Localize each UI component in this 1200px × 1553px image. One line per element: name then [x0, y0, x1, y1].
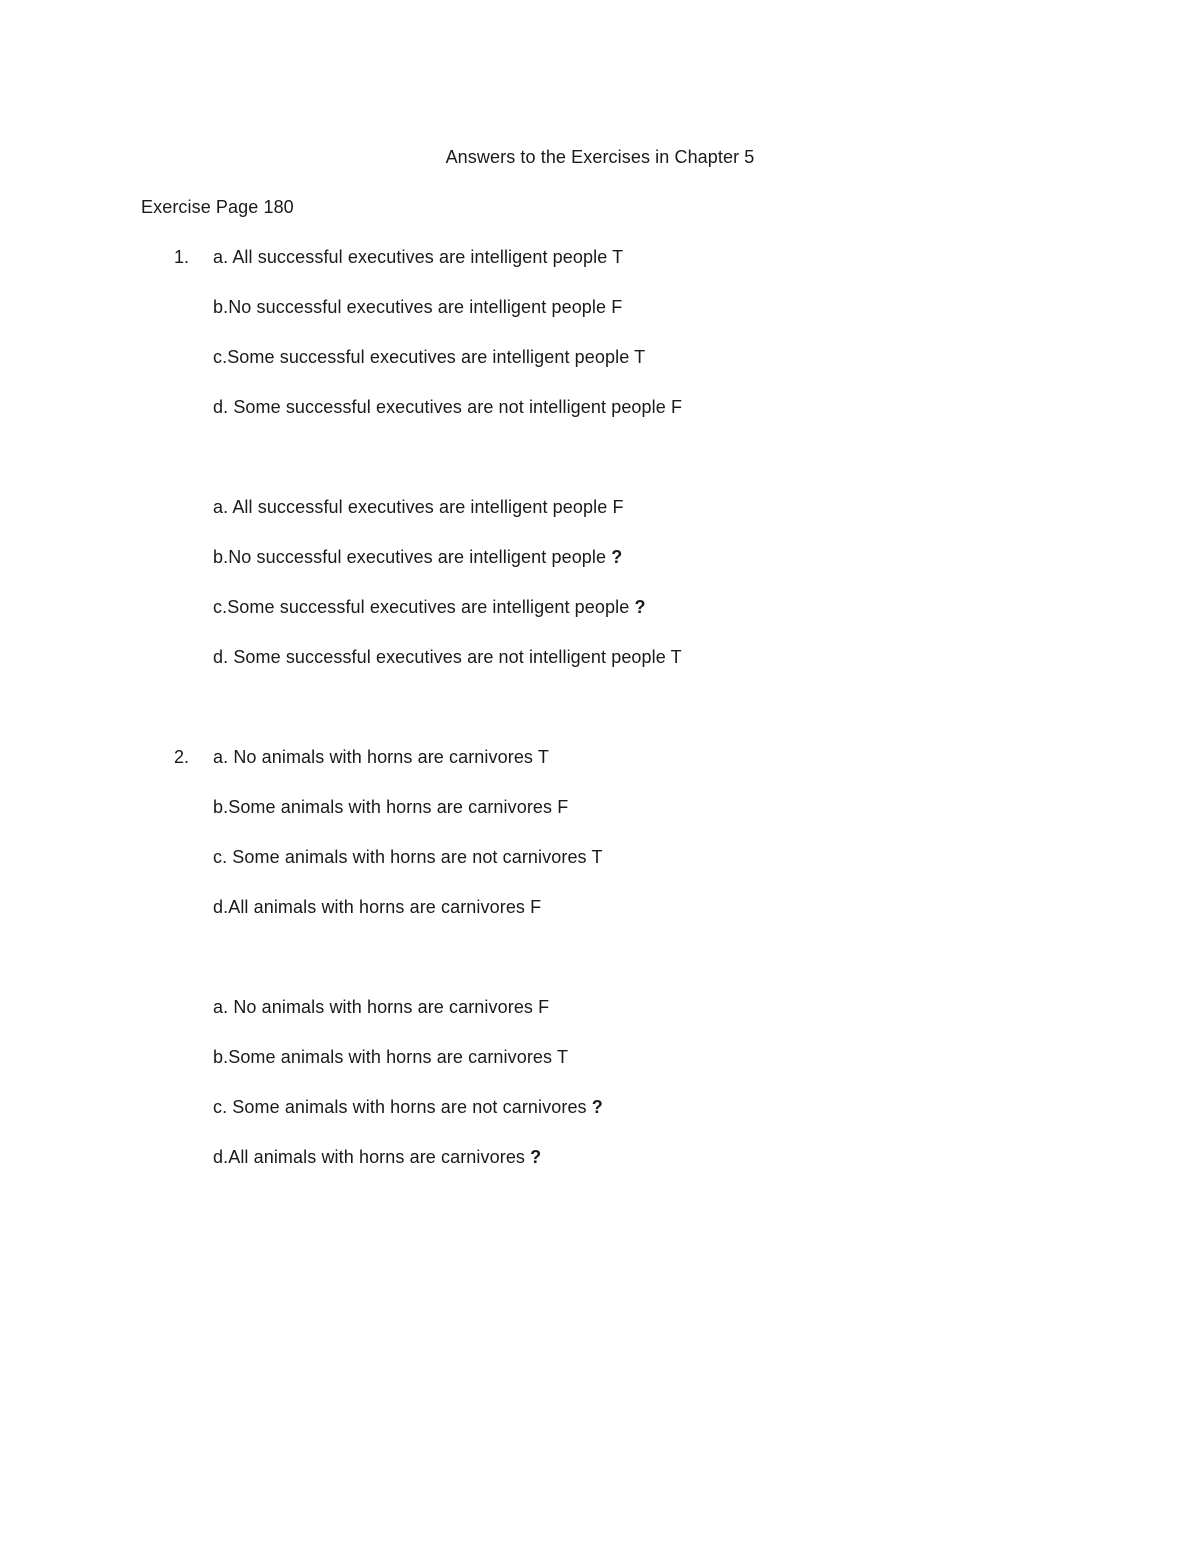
problem-1-group-2-item-b	[213, 546, 622, 568]
problem-1-group-2-item-c	[213, 596, 646, 618]
problem-1-group-1-item-a	[213, 246, 623, 268]
problem-2-group-2-item-d	[213, 1146, 541, 1168]
statement-text: c. Some animals with horns are not carnivores	[213, 847, 587, 867]
answer-value: T	[634, 347, 646, 367]
problem-2-group-2-item-b	[213, 1046, 568, 1068]
answer-value: F	[557, 797, 569, 817]
statement-text: b.No successful executives are intelligent people	[213, 547, 607, 567]
answer-value: F	[612, 497, 624, 517]
statement-text: a. All successful executives are intelligent people	[213, 497, 608, 517]
problem-1-group-1-item-d	[213, 396, 682, 418]
answer-value: ?	[634, 597, 646, 617]
problem-1-group-2-item-a	[213, 496, 624, 518]
answer-value: F	[530, 897, 542, 917]
problem-2-group-1-item-c	[213, 846, 603, 868]
problem-1-group-1-item-b	[213, 296, 622, 318]
page-title: Answers to the Exercises in Chapter 5	[445, 147, 755, 167]
problem-2-group-2-item-a	[213, 996, 549, 1018]
problem-1-group-1-item-c	[213, 346, 645, 368]
problem-2-group-1-item-a	[213, 746, 549, 768]
statement-text: b.Some animals with horns are carnivores	[213, 797, 553, 817]
answer-value: ?	[611, 547, 623, 567]
statement-text: d. Some successful executives are not intelligent people	[213, 647, 666, 667]
problem-1-number: 1.	[174, 247, 190, 267]
section-heading: Exercise Page 180	[141, 197, 294, 217]
problem-2-group-1-item-b	[213, 796, 568, 818]
answer-value: F	[670, 397, 683, 417]
statement-text: d.All animals with horns are carnivores	[213, 897, 526, 917]
statement-text: a. No animals with horns are carnivores	[213, 747, 534, 767]
answer-value: T	[556, 1047, 569, 1067]
answer-value: T	[670, 647, 682, 667]
statement-text: d. Some successful executives are not intelligent people	[213, 397, 666, 417]
statement-text: a. All successful executives are intelligent people	[213, 247, 608, 267]
answer-value: ?	[530, 1147, 542, 1167]
answer-value: T	[612, 247, 624, 267]
statement-text: c.Some successful executives are intelligent people	[213, 597, 630, 617]
answer-value: F	[611, 297, 623, 317]
problem-2-number: 2.	[174, 747, 190, 767]
problem-2-group-1-item-d	[213, 896, 541, 918]
answer-value: F	[538, 997, 550, 1017]
answer-value: T	[537, 747, 549, 767]
problem-1-group-2-item-d	[213, 646, 682, 668]
statement-text: d.All animals with horns are carnivores	[213, 1147, 526, 1167]
answer-value: T	[591, 847, 603, 867]
statement-text: c.Some successful executives are intelligent people	[213, 347, 630, 367]
statement-text: b.Some animals with horns are carnivores	[213, 1047, 553, 1067]
statement-text: a. No animals with horns are carnivores	[213, 997, 534, 1017]
statement-text: c. Some animals with horns are not carnivores	[213, 1097, 587, 1117]
problem-2-group-2-item-c	[213, 1096, 603, 1118]
answer-value: ?	[591, 1097, 603, 1117]
statement-text: b.No successful executives are intelligent people	[213, 297, 607, 317]
